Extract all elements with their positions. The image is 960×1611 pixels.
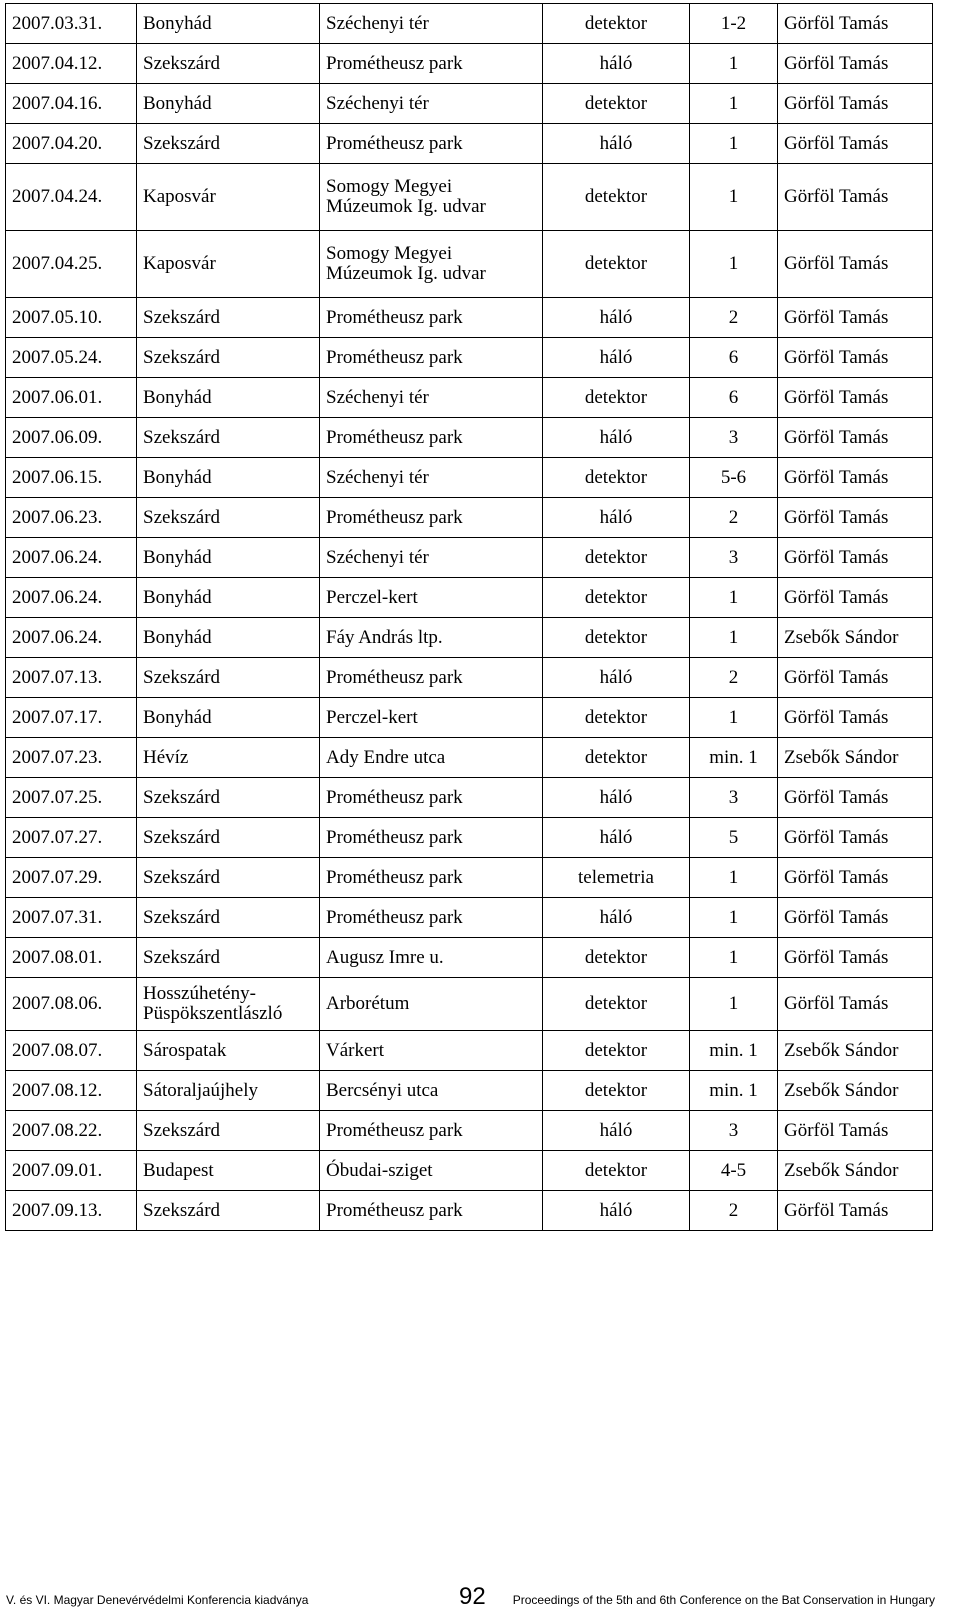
table-row	[6, 458, 933, 498]
town-cell: Szekszárd	[137, 44, 320, 84]
date-cell: 2007.07.27.	[6, 818, 137, 858]
observer-cell: Zsebők Sándor	[778, 1071, 933, 1111]
site-cell: Perczel-kert	[320, 698, 543, 738]
date-cell: 2007.07.17.	[6, 698, 137, 738]
table-row	[6, 1191, 933, 1231]
observer-cell: Görföl Tamás	[778, 298, 933, 338]
site-cell: Perczel-kert	[320, 578, 543, 618]
count-cell: 1	[690, 164, 778, 231]
date-cell: 2007.06.15.	[6, 458, 137, 498]
page-number: 92	[459, 1583, 486, 1610]
date-cell: 2007.04.16.	[6, 84, 137, 124]
table-row	[6, 858, 933, 898]
count-cell: 3	[690, 418, 778, 458]
count-cell: 1-2	[690, 4, 778, 44]
site-cell: Széchenyi tér	[320, 4, 543, 44]
table-row	[6, 698, 933, 738]
count-cell: min. 1	[690, 1031, 778, 1071]
count-cell: 2	[690, 298, 778, 338]
site-cell: Prométheusz park	[320, 498, 543, 538]
date-cell: 2007.08.07.	[6, 1031, 137, 1071]
method-cell: háló	[543, 778, 690, 818]
site-cell: Prométheusz park	[320, 658, 543, 698]
observer-cell: Görföl Tamás	[778, 124, 933, 164]
table-row	[6, 498, 933, 538]
town-cell: Szekszárd	[137, 938, 320, 978]
town-cell: Szekszárd	[137, 1111, 320, 1151]
table-row	[6, 1031, 933, 1071]
site-cell: Széchenyi tér	[320, 84, 543, 124]
town-cell: Szekszárd	[137, 1191, 320, 1231]
site-cell: Prométheusz park	[320, 898, 543, 938]
table-row	[6, 1071, 933, 1111]
method-cell: detektor	[543, 231, 690, 298]
site-cell: Prométheusz park	[320, 858, 543, 898]
method-cell: detektor	[543, 738, 690, 778]
site-cell: Prométheusz park	[320, 418, 543, 458]
site-cell: Prométheusz park	[320, 1111, 543, 1151]
site-cell: Fáy András ltp.	[320, 618, 543, 658]
count-cell: 3	[690, 538, 778, 578]
count-cell: min. 1	[690, 1071, 778, 1111]
table-row	[6, 978, 933, 1031]
count-cell: 1	[690, 231, 778, 298]
method-cell: háló	[543, 818, 690, 858]
site-cell: Prométheusz park	[320, 778, 543, 818]
table-row	[6, 538, 933, 578]
observer-cell: Görföl Tamás	[778, 778, 933, 818]
observer-cell: Görföl Tamás	[778, 978, 933, 1031]
footer-left-text: V. és VI. Magyar Denevérvédelmi Konferencia kiadványa	[6, 1593, 309, 1607]
table-row	[6, 231, 933, 298]
method-cell: detektor	[543, 1031, 690, 1071]
method-cell: detektor	[543, 164, 690, 231]
site-cell: Prométheusz park	[320, 338, 543, 378]
site-cell: Széchenyi tér	[320, 378, 543, 418]
site-cell: Augusz Imre u.	[320, 938, 543, 978]
observer-cell: Zsebők Sándor	[778, 738, 933, 778]
observer-cell: Görföl Tamás	[778, 338, 933, 378]
method-cell: háló	[543, 1111, 690, 1151]
observer-cell: Görföl Tamás	[778, 231, 933, 298]
count-cell: min. 1	[690, 738, 778, 778]
town-cell: Bonyhád	[137, 698, 320, 738]
count-cell: 2	[690, 498, 778, 538]
date-cell: 2007.08.22.	[6, 1111, 137, 1151]
town-cell: Sárospatak	[137, 1031, 320, 1071]
town-cell: Szekszárd	[137, 858, 320, 898]
date-cell: 2007.06.24.	[6, 578, 137, 618]
table-row	[6, 378, 933, 418]
method-cell: háló	[543, 418, 690, 458]
method-cell: detektor	[543, 578, 690, 618]
table-row	[6, 738, 933, 778]
count-cell: 2	[690, 1191, 778, 1231]
town-cell: Bonyhád	[137, 458, 320, 498]
observer-cell: Görföl Tamás	[778, 1191, 933, 1231]
method-cell: detektor	[543, 978, 690, 1031]
method-cell: háló	[543, 498, 690, 538]
town-cell: Budapest	[137, 1151, 320, 1191]
town-cell: Bonyhád	[137, 84, 320, 124]
observer-cell: Zsebők Sándor	[778, 1031, 933, 1071]
town-cell: Hévíz	[137, 738, 320, 778]
observer-cell: Görföl Tamás	[778, 538, 933, 578]
town-cell: Bonyhád	[137, 618, 320, 658]
count-cell: 5-6	[690, 458, 778, 498]
table-row	[6, 4, 933, 44]
method-cell: háló	[543, 338, 690, 378]
table-row	[6, 298, 933, 338]
method-cell: telemetria	[543, 858, 690, 898]
town-cell: Bonyhád	[137, 378, 320, 418]
count-cell: 1	[690, 44, 778, 84]
town-cell: Bonyhád	[137, 538, 320, 578]
site-cell: Ady Endre utca	[320, 738, 543, 778]
date-cell: 2007.04.12.	[6, 44, 137, 84]
count-cell: 1	[690, 858, 778, 898]
observer-cell: Görföl Tamás	[778, 818, 933, 858]
observer-cell: Görföl Tamás	[778, 418, 933, 458]
town-cell: Szekszárd	[137, 818, 320, 858]
count-cell: 1	[690, 578, 778, 618]
date-cell: 2007.06.01.	[6, 378, 137, 418]
table-row	[6, 898, 933, 938]
count-cell: 1	[690, 124, 778, 164]
table-row	[6, 818, 933, 858]
date-cell: 2007.08.06.	[6, 978, 137, 1031]
date-cell: 2007.07.13.	[6, 658, 137, 698]
site-cell: Bercsényi utca	[320, 1071, 543, 1111]
count-cell: 1	[690, 898, 778, 938]
method-cell: detektor	[543, 618, 690, 658]
date-cell: 2007.08.01.	[6, 938, 137, 978]
town-cell: Sátoraljaújhely	[137, 1071, 320, 1111]
table-row	[6, 338, 933, 378]
town-cell: Hosszúhetény- Püspökszentlászló	[137, 978, 320, 1031]
date-cell: 2007.05.10.	[6, 298, 137, 338]
date-cell: 2007.08.12.	[6, 1071, 137, 1111]
observer-cell: Görföl Tamás	[778, 858, 933, 898]
table-row	[6, 578, 933, 618]
town-cell: Szekszárd	[137, 498, 320, 538]
town-cell: Szekszárd	[137, 124, 320, 164]
method-cell: detektor	[543, 698, 690, 738]
count-cell: 3	[690, 1111, 778, 1151]
method-cell: detektor	[543, 538, 690, 578]
method-cell: detektor	[543, 84, 690, 124]
method-cell: detektor	[543, 378, 690, 418]
town-cell: Szekszárd	[137, 338, 320, 378]
observer-cell: Görföl Tamás	[778, 658, 933, 698]
method-cell: háló	[543, 298, 690, 338]
count-cell: 3	[690, 778, 778, 818]
date-cell: 2007.06.23.	[6, 498, 137, 538]
method-cell: háló	[543, 898, 690, 938]
table-row	[6, 658, 933, 698]
date-cell: 2007.06.24.	[6, 538, 137, 578]
date-cell: 2007.05.24.	[6, 338, 137, 378]
site-cell: Széchenyi tér	[320, 538, 543, 578]
count-cell: 1	[690, 618, 778, 658]
footer-right-text: Proceedings of the 5th and 6th Conference on the Bat Conservation in Hungary	[512, 1593, 935, 1607]
observer-cell: Görföl Tamás	[778, 898, 933, 938]
observer-cell: Görföl Tamás	[778, 84, 933, 124]
table-row	[6, 124, 933, 164]
site-cell: Prométheusz park	[320, 124, 543, 164]
count-cell: 5	[690, 818, 778, 858]
observer-cell: Zsebők Sándor	[778, 618, 933, 658]
site-cell: Prométheusz park	[320, 818, 543, 858]
observer-cell: Görföl Tamás	[778, 938, 933, 978]
date-cell: 2007.04.20.	[6, 124, 137, 164]
method-cell: háló	[543, 658, 690, 698]
site-cell: Arborétum	[320, 978, 543, 1031]
count-cell: 1	[690, 698, 778, 738]
count-cell: 4-5	[690, 1151, 778, 1191]
count-cell: 6	[690, 338, 778, 378]
observer-cell: Görföl Tamás	[778, 44, 933, 84]
town-cell: Bonyhád	[137, 4, 320, 44]
table-row	[6, 1111, 933, 1151]
count-cell: 2	[690, 658, 778, 698]
date-cell: 2007.07.29.	[6, 858, 137, 898]
observer-cell: Görföl Tamás	[778, 698, 933, 738]
table-row	[6, 164, 933, 231]
count-cell: 1	[690, 978, 778, 1031]
site-cell: Óbudai-sziget	[320, 1151, 543, 1191]
method-cell: háló	[543, 124, 690, 164]
count-cell: 1	[690, 84, 778, 124]
table-row	[6, 618, 933, 658]
site-cell: Prométheusz park	[320, 44, 543, 84]
observer-cell: Görföl Tamás	[778, 1111, 933, 1151]
date-cell: 2007.07.31.	[6, 898, 137, 938]
date-cell: 2007.06.24.	[6, 618, 137, 658]
method-cell: háló	[543, 1191, 690, 1231]
method-cell: detektor	[543, 458, 690, 498]
date-cell: 2007.07.23.	[6, 738, 137, 778]
site-cell: Somogy Megyei Múzeumok Ig. udvar	[320, 164, 543, 231]
observer-cell: Görföl Tamás	[778, 578, 933, 618]
method-cell: detektor	[543, 1151, 690, 1191]
site-cell: Prométheusz park	[320, 1191, 543, 1231]
records-table-body	[6, 4, 933, 1231]
town-cell: Szekszárd	[137, 418, 320, 458]
records-table	[5, 3, 933, 1231]
method-cell: detektor	[543, 4, 690, 44]
observer-cell: Görföl Tamás	[778, 458, 933, 498]
observer-cell: Zsebők Sándor	[778, 1151, 933, 1191]
method-cell: detektor	[543, 1071, 690, 1111]
date-cell: 2007.09.13.	[6, 1191, 137, 1231]
town-cell: Szekszárd	[137, 778, 320, 818]
site-cell: Prométheusz park	[320, 298, 543, 338]
table-row	[6, 44, 933, 84]
date-cell: 2007.04.24.	[6, 164, 137, 231]
date-cell: 2007.06.09.	[6, 418, 137, 458]
site-cell: Várkert	[320, 1031, 543, 1071]
table-row	[6, 778, 933, 818]
table-row	[6, 418, 933, 458]
table-row	[6, 938, 933, 978]
town-cell: Szekszárd	[137, 658, 320, 698]
observer-cell: Görföl Tamás	[778, 378, 933, 418]
table-row	[6, 84, 933, 124]
observer-cell: Görföl Tamás	[778, 498, 933, 538]
town-cell: Kaposvár	[137, 164, 320, 231]
town-cell: Szekszárd	[137, 298, 320, 338]
count-cell: 6	[690, 378, 778, 418]
count-cell: 1	[690, 938, 778, 978]
town-cell: Kaposvár	[137, 231, 320, 298]
site-cell: Széchenyi tér	[320, 458, 543, 498]
date-cell: 2007.04.25.	[6, 231, 137, 298]
date-cell: 2007.07.25.	[6, 778, 137, 818]
date-cell: 2007.03.31.	[6, 4, 137, 44]
method-cell: detektor	[543, 938, 690, 978]
method-cell: háló	[543, 44, 690, 84]
town-cell: Szekszárd	[137, 898, 320, 938]
town-cell: Bonyhád	[137, 578, 320, 618]
table-row	[6, 1151, 933, 1191]
date-cell: 2007.09.01.	[6, 1151, 137, 1191]
site-cell: Somogy Megyei Múzeumok Ig. udvar	[320, 231, 543, 298]
observer-cell: Görföl Tamás	[778, 4, 933, 44]
observer-cell: Görföl Tamás	[778, 164, 933, 231]
